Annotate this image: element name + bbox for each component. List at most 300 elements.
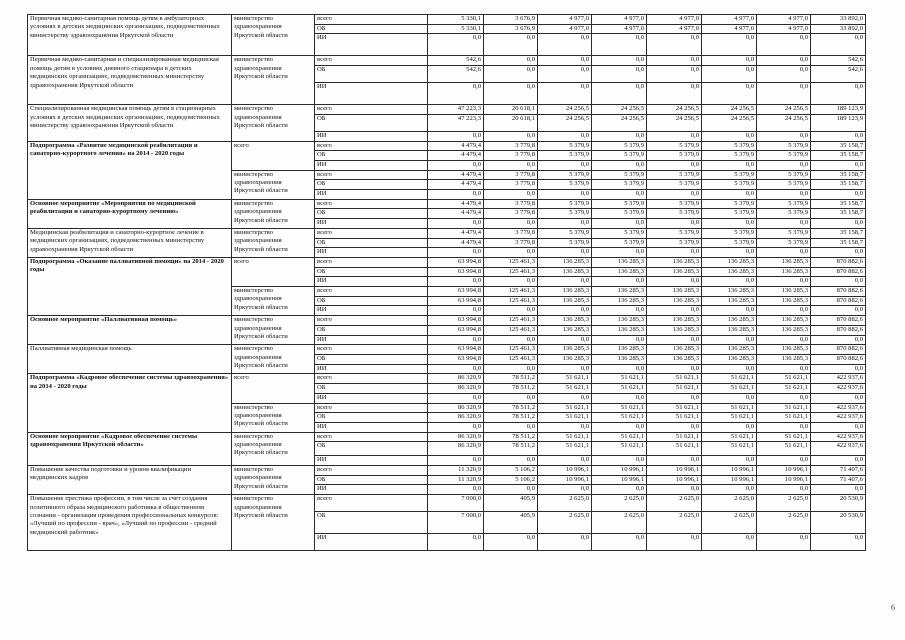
amount-cell: 0,0 — [702, 66, 757, 83]
amount-cell: 4 479,4 — [428, 228, 484, 238]
amount-cell: 0,0 — [811, 160, 866, 170]
amount-cell: 136 285,3 — [592, 267, 647, 277]
amount-cell: 0,0 — [811, 485, 866, 495]
amount-cell: 5 379,9 — [538, 180, 592, 190]
amount-cell: 51 621,1 — [538, 442, 592, 456]
amount-cell: 136 285,3 — [757, 296, 811, 306]
amount-cell: 0,0 — [702, 190, 757, 200]
amount-cell: 136 285,3 — [538, 345, 592, 355]
amount-cell: 86 320,9 — [428, 432, 484, 442]
amount-cell: 0,0 — [811, 190, 866, 200]
amount-cell: 5 379,9 — [538, 238, 592, 248]
funding-source-cell: ИИ — [315, 190, 428, 200]
funding-source-cell: ИИ — [315, 131, 428, 141]
table-row — [28, 374, 905, 384]
amount-cell: 0,0 — [647, 160, 702, 170]
amount-cell: 3 779,8 — [484, 228, 538, 238]
amount-cell: 405,9 — [484, 495, 538, 512]
funding-source-cell: ОБ — [315, 24, 428, 34]
amount-cell: 0,0 — [757, 66, 811, 83]
amount-cell: 0,0 — [592, 456, 647, 466]
amount-cell: 0,0 — [702, 306, 757, 316]
funding-source-cell: всего — [315, 199, 428, 209]
amount-cell: 78 511,2 — [484, 432, 538, 442]
amount-cell: 136 285,3 — [757, 325, 811, 335]
amount-cell: 5 379,9 — [538, 170, 592, 180]
activity-name-cell: Первичная медико-санитарная помощь детям в амбулаторных условиях в детских медицинских организациях, подведомственных министерству здравоохранения Иркутской области — [28, 15, 232, 56]
amount-cell: 0,0 — [538, 393, 592, 403]
amount-cell: 5 379,9 — [702, 151, 757, 161]
amount-cell: 5 379,9 — [647, 238, 702, 248]
amount-cell: 136 285,3 — [702, 287, 757, 297]
amount-cell: 0,0 — [592, 277, 647, 287]
amount-cell: 0,0 — [538, 277, 592, 287]
amount-cell: 136 285,3 — [592, 354, 647, 364]
amount-cell: 78 511,2 — [484, 442, 538, 456]
amount-cell: 0,0 — [647, 422, 702, 432]
amount-cell: 136 285,3 — [592, 345, 647, 355]
amount-cell: 20 618,1 — [484, 105, 538, 115]
amount-cell: 0,0 — [538, 534, 592, 551]
amount-cell: 870 882,6 — [811, 316, 866, 326]
responsible-executor-cell: министерство здравоохранения Иркутской области — [232, 199, 315, 228]
funding-source-cell: всего — [315, 403, 428, 413]
amount-cell: 51 621,1 — [538, 403, 592, 413]
amount-cell: 0,0 — [757, 160, 811, 170]
amount-cell: 78 511,2 — [484, 384, 538, 394]
amount-cell: 0,0 — [592, 485, 647, 495]
amount-cell: 5 379,9 — [702, 141, 757, 151]
amount-cell: 136 285,3 — [592, 325, 647, 335]
amount-cell: 0,0 — [428, 277, 484, 287]
activity-name-cell: Основное мероприятие «Паллиативная помощь» — [28, 316, 232, 345]
amount-cell: 78 511,2 — [484, 374, 538, 384]
amount-cell: 0,0 — [702, 335, 757, 345]
amount-cell: 136 285,3 — [647, 354, 702, 364]
funding-source-cell: всего — [315, 170, 428, 180]
amount-cell: 0,0 — [538, 160, 592, 170]
funding-source-cell: ИИ — [315, 364, 428, 374]
responsible-executor-cell: министерство здравоохранения Иркутской области — [232, 105, 315, 141]
amount-cell: 5 379,9 — [702, 238, 757, 248]
amount-cell: 136 285,3 — [757, 267, 811, 277]
amount-cell: 3 779,8 — [484, 238, 538, 248]
amount-cell: 422 937,6 — [811, 413, 866, 423]
budget-table-body — [28, 15, 905, 551]
amount-cell: 20 530,9 — [811, 495, 866, 512]
funding-source-cell: ОБ — [315, 354, 428, 364]
amount-cell: 5 379,9 — [702, 170, 757, 180]
amount-cell: 125 461,3 — [484, 345, 538, 355]
amount-cell: 0,0 — [811, 306, 866, 316]
amount-cell: 4 977,0 — [757, 24, 811, 34]
amount-cell: 0,0 — [592, 160, 647, 170]
amount-cell: 136 285,3 — [538, 325, 592, 335]
amount-cell: 47 223,3 — [428, 114, 484, 131]
amount-cell: 0,0 — [757, 364, 811, 374]
amount-cell: 4 977,0 — [592, 15, 647, 25]
responsible-executor-cell: министерство здравоохранения Иркутской области — [232, 228, 315, 257]
funding-source-cell: ОБ — [315, 114, 428, 131]
amount-cell: 3 676,9 — [484, 24, 538, 34]
amount-cell: 51 621,1 — [647, 413, 702, 423]
amount-cell: 5 379,9 — [592, 180, 647, 190]
amount-cell: 136 285,3 — [702, 354, 757, 364]
amount-cell: 24 256,5 — [757, 105, 811, 115]
amount-cell: 51 621,1 — [702, 384, 757, 394]
amount-cell: 51 621,1 — [647, 403, 702, 413]
amount-cell: 136 285,3 — [647, 345, 702, 355]
funding-source-cell: ОБ — [315, 267, 428, 277]
amount-cell: 870 882,6 — [811, 296, 866, 306]
responsible-executor-cell: министерство здравоохранения Иркутской области — [232, 15, 315, 56]
funding-source-cell: ОБ — [315, 512, 428, 534]
table-row — [28, 466, 905, 476]
amount-cell: 51 621,1 — [702, 432, 757, 442]
amount-cell: 136 285,3 — [702, 267, 757, 277]
amount-cell: 136 285,3 — [538, 287, 592, 297]
amount-cell: 78 511,2 — [484, 413, 538, 423]
funding-source-cell: ИИ — [315, 335, 428, 345]
amount-cell: 71 407,6 — [811, 466, 866, 476]
amount-cell: 136 285,3 — [592, 316, 647, 326]
amount-cell: 870 882,6 — [811, 325, 866, 335]
responsible-executor-cell: всего — [232, 141, 315, 170]
funding-source-cell: ОБ — [315, 384, 428, 394]
amount-cell: 0,0 — [428, 456, 484, 466]
amount-cell: 51 621,1 — [757, 384, 811, 394]
amount-cell: 542,6 — [428, 66, 484, 83]
funding-source-cell: ОБ — [315, 413, 428, 423]
amount-cell: 125 461,3 — [484, 325, 538, 335]
table-row — [28, 495, 905, 512]
amount-cell: 4 479,4 — [428, 141, 484, 151]
amount-cell: 189 123,9 — [811, 114, 866, 131]
funding-source-cell: ОБ — [315, 209, 428, 219]
amount-cell: 3 779,8 — [484, 151, 538, 161]
table-row — [28, 316, 905, 326]
amount-cell: 51 621,1 — [592, 374, 647, 384]
amount-cell: 5 379,9 — [757, 209, 811, 219]
amount-cell: 0,0 — [757, 456, 811, 466]
amount-cell: 0,0 — [428, 422, 484, 432]
amount-cell: 51 621,1 — [538, 374, 592, 384]
amount-cell: 24 256,5 — [647, 114, 702, 131]
amount-cell: 3 676,9 — [484, 15, 538, 25]
amount-cell: 51 621,1 — [757, 374, 811, 384]
amount-cell: 63 994,8 — [428, 296, 484, 306]
amount-cell: 24 256,5 — [592, 114, 647, 131]
amount-cell: 0,0 — [484, 219, 538, 229]
amount-cell: 0,0 — [484, 277, 538, 287]
amount-cell: 0,0 — [757, 306, 811, 316]
amount-cell: 51 621,1 — [647, 432, 702, 442]
responsible-executor-cell: всего — [232, 257, 315, 286]
page-number: 6 — [891, 603, 895, 612]
amount-cell: 136 285,3 — [757, 354, 811, 364]
amount-cell: 0,0 — [592, 190, 647, 200]
amount-cell: 422 937,6 — [811, 384, 866, 394]
amount-cell: 136 285,3 — [647, 325, 702, 335]
funding-source-cell: ИИ — [315, 393, 428, 403]
amount-cell: 136 285,3 — [647, 296, 702, 306]
funding-source-cell: всего — [315, 228, 428, 238]
funding-source-cell: ИИ — [315, 248, 428, 258]
amount-cell: 3 779,8 — [484, 199, 538, 209]
amount-cell: 870 882,6 — [811, 354, 866, 364]
table-row — [28, 432, 905, 442]
funding-source-cell: ИИ — [315, 34, 428, 56]
funding-source-cell: ОБ — [315, 442, 428, 456]
amount-cell: 0,0 — [757, 534, 811, 551]
amount-cell: 0,0 — [592, 364, 647, 374]
funding-source-cell: ОБ — [315, 180, 428, 190]
funding-source-cell: ИИ — [315, 422, 428, 432]
amount-cell: 5 379,9 — [702, 180, 757, 190]
funding-source-cell: ИИ — [315, 306, 428, 316]
amount-cell: 0,0 — [428, 131, 484, 141]
amount-cell: 33 892,0 — [811, 24, 866, 34]
funding-source-cell: ИИ — [315, 485, 428, 495]
amount-cell: 2 625,0 — [702, 495, 757, 512]
amount-cell: 0,0 — [538, 131, 592, 141]
amount-cell: 0,0 — [702, 534, 757, 551]
amount-cell: 10 996,1 — [538, 475, 592, 485]
amount-cell: 63 994,8 — [428, 345, 484, 355]
amount-cell: 24 256,5 — [702, 105, 757, 115]
amount-cell: 63 994,8 — [428, 287, 484, 297]
amount-cell: 4 977,0 — [702, 15, 757, 25]
amount-cell: 5 379,9 — [592, 170, 647, 180]
amount-cell: 0,0 — [702, 34, 757, 56]
amount-cell: 136 285,3 — [592, 296, 647, 306]
amount-cell: 0,0 — [702, 277, 757, 287]
funding-source-cell: всего — [315, 287, 428, 297]
amount-cell: 86 320,9 — [428, 442, 484, 456]
amount-cell: 3 779,8 — [484, 180, 538, 190]
amount-cell: 4 479,4 — [428, 199, 484, 209]
table-row — [28, 345, 905, 355]
amount-cell: 136 285,3 — [702, 296, 757, 306]
amount-cell: 0,0 — [484, 56, 538, 66]
amount-cell: 35 158,7 — [811, 228, 866, 238]
funding-source-cell: всего — [315, 15, 428, 25]
amount-cell: 0,0 — [647, 485, 702, 495]
amount-cell: 4 977,0 — [757, 15, 811, 25]
amount-cell: 136 285,3 — [702, 345, 757, 355]
table-row — [28, 257, 905, 267]
amount-cell: 0,0 — [702, 485, 757, 495]
amount-cell: 0,0 — [538, 34, 592, 56]
amount-cell: 136 285,3 — [538, 296, 592, 306]
amount-cell: 136 285,3 — [538, 316, 592, 326]
amount-cell: 86 320,9 — [428, 413, 484, 423]
amount-cell: 11 320,9 — [428, 466, 484, 476]
amount-cell: 2 625,0 — [592, 512, 647, 534]
amount-cell: 136 285,3 — [538, 354, 592, 364]
amount-cell: 0,0 — [811, 456, 866, 466]
amount-cell: 4 479,4 — [428, 209, 484, 219]
amount-cell: 0,0 — [702, 364, 757, 374]
amount-cell: 63 994,8 — [428, 257, 484, 267]
amount-cell: 136 285,3 — [647, 287, 702, 297]
amount-cell: 10 996,1 — [538, 466, 592, 476]
amount-cell: 0,0 — [702, 456, 757, 466]
funding-source-cell: ИИ — [315, 83, 428, 105]
funding-source-cell: всего — [315, 495, 428, 512]
amount-cell: 0,0 — [757, 422, 811, 432]
budget-table — [27, 14, 905, 551]
amount-cell: 0,0 — [484, 364, 538, 374]
amount-cell: 51 621,1 — [647, 374, 702, 384]
amount-cell: 136 285,3 — [538, 267, 592, 277]
amount-cell: 5 106,2 — [484, 466, 538, 476]
funding-source-cell: ИИ — [315, 160, 428, 170]
amount-cell: 51 621,1 — [538, 384, 592, 394]
amount-cell: 5 379,9 — [538, 151, 592, 161]
amount-cell: 10 996,1 — [592, 466, 647, 476]
amount-cell: 20 530,9 — [811, 512, 866, 534]
funding-source-cell: всего — [315, 141, 428, 151]
amount-cell: 5 379,9 — [647, 180, 702, 190]
amount-cell: 51 621,1 — [757, 432, 811, 442]
amount-cell: 5 379,9 — [592, 238, 647, 248]
amount-cell: 136 285,3 — [757, 257, 811, 267]
amount-cell: 51 621,1 — [757, 413, 811, 423]
responsible-executor-cell: министерство здравоохранения Иркутской области — [232, 403, 315, 432]
amount-cell: 0,0 — [811, 364, 866, 374]
amount-cell: 0,0 — [647, 66, 702, 83]
amount-cell: 10 996,1 — [647, 466, 702, 476]
amount-cell: 125 461,3 — [484, 257, 538, 267]
amount-cell: 5 379,9 — [757, 199, 811, 209]
amount-cell: 0,0 — [538, 364, 592, 374]
activity-name-cell: Подпрограмма «Оказание паллиативной помощи» на 2014 - 2020 годы — [28, 257, 232, 315]
amount-cell: 0,0 — [811, 131, 866, 141]
amount-cell: 136 285,3 — [757, 345, 811, 355]
table-row — [28, 199, 905, 209]
amount-cell: 0,0 — [484, 160, 538, 170]
amount-cell: 870 882,6 — [811, 257, 866, 267]
amount-cell: 136 285,3 — [757, 287, 811, 297]
funding-source-cell: всего — [315, 432, 428, 442]
amount-cell: 0,0 — [592, 219, 647, 229]
amount-cell: 33 892,0 — [811, 15, 866, 25]
responsible-executor-cell: министерство здравоохранения Иркутской области — [232, 432, 315, 465]
amount-cell: 870 882,6 — [811, 345, 866, 355]
responsible-executor-cell: всего — [232, 374, 315, 403]
amount-cell: 71 407,6 — [811, 475, 866, 485]
responsible-executor-cell: министерство здравоохранения Иркутской области — [232, 466, 315, 495]
amount-cell: 0,0 — [428, 248, 484, 258]
funding-source-cell: ОБ — [315, 151, 428, 161]
amount-cell: 405,9 — [484, 512, 538, 534]
funding-source-cell: ИИ — [315, 219, 428, 229]
amount-cell: 51 621,1 — [538, 413, 592, 423]
amount-cell: 3 779,8 — [484, 209, 538, 219]
amount-cell: 5 379,9 — [702, 199, 757, 209]
funding-source-cell: ИИ — [315, 534, 428, 551]
amount-cell: 0,0 — [484, 83, 538, 105]
amount-cell: 0,0 — [538, 66, 592, 83]
amount-cell: 0,0 — [757, 56, 811, 66]
amount-cell: 0,0 — [428, 160, 484, 170]
amount-cell: 870 882,6 — [811, 287, 866, 297]
amount-cell: 35 158,7 — [811, 141, 866, 151]
amount-cell: 0,0 — [592, 248, 647, 258]
amount-cell: 5 379,9 — [592, 228, 647, 238]
amount-cell: 2 625,0 — [538, 495, 592, 512]
amount-cell: 5 379,9 — [702, 228, 757, 238]
amount-cell: 0,0 — [647, 335, 702, 345]
amount-cell: 0,0 — [428, 83, 484, 105]
amount-cell: 0,0 — [484, 393, 538, 403]
amount-cell: 136 285,3 — [592, 287, 647, 297]
amount-cell: 125 461,3 — [484, 267, 538, 277]
amount-cell: 0,0 — [647, 131, 702, 141]
amount-cell: 0,0 — [428, 335, 484, 345]
amount-cell: 136 285,3 — [647, 316, 702, 326]
amount-cell: 0,0 — [592, 335, 647, 345]
amount-cell: 542,6 — [811, 66, 866, 83]
amount-cell: 78 511,2 — [484, 403, 538, 413]
amount-cell: 422 937,6 — [811, 432, 866, 442]
amount-cell: 0,0 — [428, 34, 484, 56]
amount-cell: 0,0 — [538, 422, 592, 432]
table-row — [28, 105, 905, 115]
amount-cell: 4 977,0 — [647, 24, 702, 34]
amount-cell: 5 379,9 — [757, 141, 811, 151]
amount-cell: 3 779,8 — [484, 170, 538, 180]
amount-cell: 7 000,0 — [428, 512, 484, 534]
amount-cell: 10 996,1 — [702, 475, 757, 485]
amount-cell: 0,0 — [647, 190, 702, 200]
table-row — [28, 228, 905, 238]
amount-cell: 0,0 — [811, 422, 866, 432]
amount-cell: 0,0 — [702, 56, 757, 66]
amount-cell: 0,0 — [811, 277, 866, 287]
amount-cell: 0,0 — [811, 534, 866, 551]
amount-cell: 136 285,3 — [538, 257, 592, 267]
amount-cell: 5 379,9 — [538, 228, 592, 238]
amount-cell: 0,0 — [647, 56, 702, 66]
amount-cell: 24 256,5 — [538, 105, 592, 115]
amount-cell: 51 621,1 — [592, 432, 647, 442]
funding-source-cell: ОБ — [315, 238, 428, 248]
amount-cell: 51 621,1 — [702, 413, 757, 423]
amount-cell: 24 256,5 — [538, 114, 592, 131]
amount-cell: 136 285,3 — [702, 316, 757, 326]
amount-cell: 10 996,1 — [702, 466, 757, 476]
amount-cell: 0,0 — [484, 456, 538, 466]
amount-cell: 136 285,3 — [702, 325, 757, 335]
amount-cell: 0,0 — [484, 66, 538, 83]
activity-name-cell: Первичная медико-санитарная и специализированная медицинская помощь детям в условиях дневного стационара в детских медицинских организациях, подведомственных министерству здравоохранения Иркутской области — [28, 56, 232, 105]
amount-cell: 24 256,5 — [647, 105, 702, 115]
responsible-executor-cell: министерство здравоохранения Иркутской области — [232, 316, 315, 345]
amount-cell: 0,0 — [592, 393, 647, 403]
amount-cell: 35 158,7 — [811, 238, 866, 248]
funding-source-cell: всего — [315, 105, 428, 115]
responsible-executor-cell: министерство здравоохранения Иркутской области — [232, 495, 315, 551]
amount-cell: 0,0 — [811, 219, 866, 229]
amount-cell: 0,0 — [811, 83, 866, 105]
funding-source-cell: ИИ — [315, 277, 428, 287]
amount-cell: 0,0 — [484, 248, 538, 258]
amount-cell: 0,0 — [538, 56, 592, 66]
amount-cell: 0,0 — [592, 34, 647, 56]
amount-cell: 5 379,9 — [592, 151, 647, 161]
